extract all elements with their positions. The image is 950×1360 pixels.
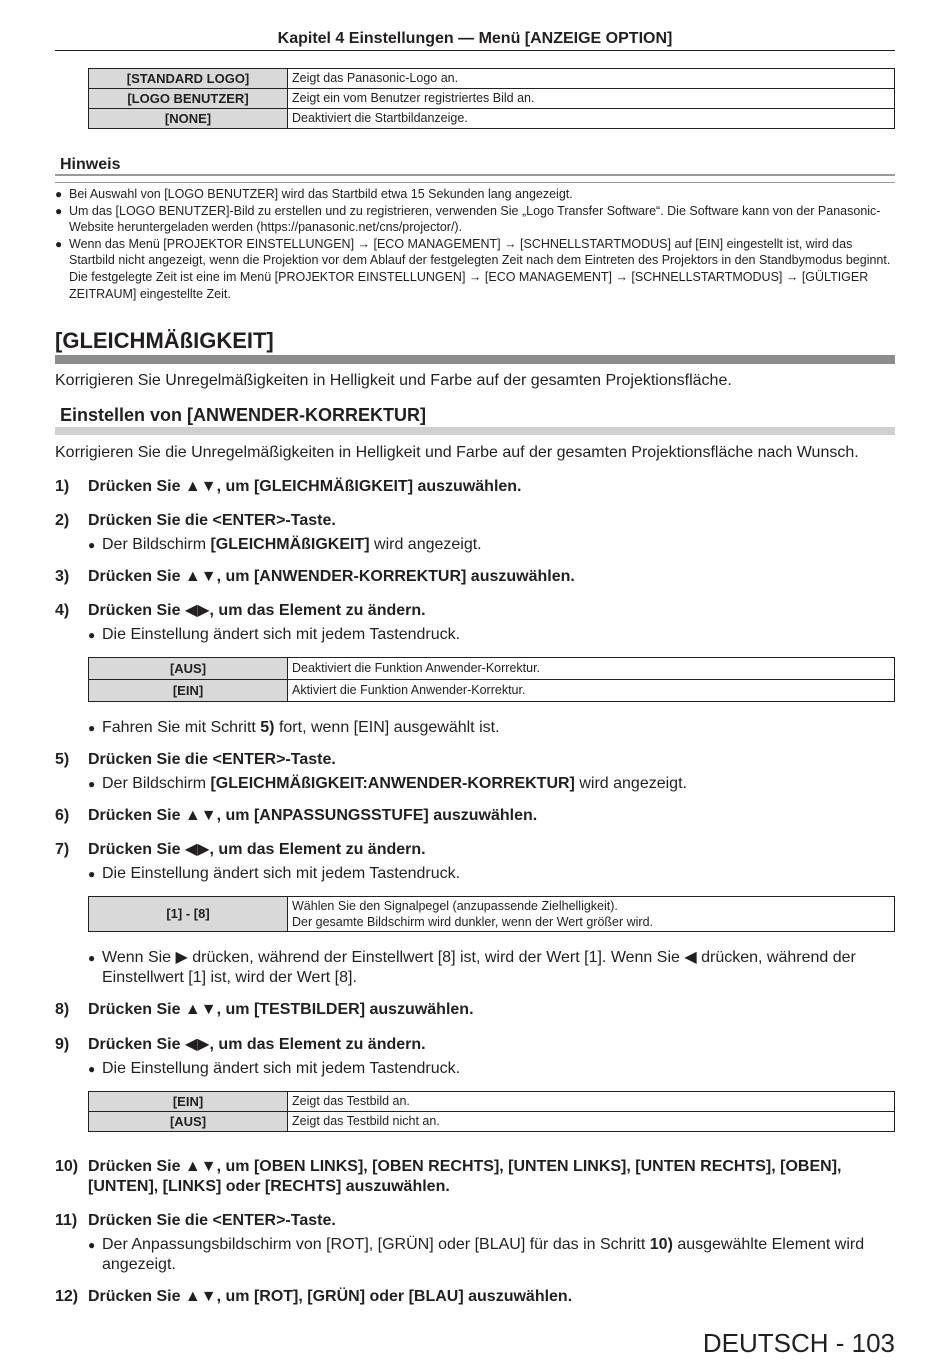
subsection-title: Einstellen von [ANWENDER-KORREKTUR] [55, 405, 430, 425]
step-text: Drücken Sie ▲▼, um [TESTBILDER] auszuwählen. [88, 1001, 474, 1018]
step-text: Drücken Sie ▲▼, um [OBEN LINKS], [OBEN RECHTS], [UNTEN LINKS], [UNTEN RECHTS], [OBEN], [UNTEN], [LINKS] oder [RECHTS] auszuwählen. [88, 1158, 842, 1195]
step-number: 10) [55, 1158, 79, 1175]
step-text: Drücken Sie ▲▼, um [ANWENDER-KORREKTUR] auszuwählen. [88, 568, 575, 585]
option-value: Aktiviert die Funktion Anwender-Korrektur. [288, 680, 895, 702]
note-bold: 10) [649, 1236, 673, 1253]
bullet-icon: ● [88, 951, 96, 965]
step-text: Drücken Sie ▲▼, um [ROT], [GRÜN] oder [BLAU] auszuwählen. [88, 1288, 573, 1305]
step-number: 11) [55, 1212, 78, 1229]
step-text: Drücken Sie ▲▼, um [GLEICHMÄßIGKEIT] auszuwählen. [88, 478, 522, 495]
section-intro: Korrigieren Sie Unregelmäßigkeiten in Helligkeit und Farbe auf der gesamten Projektionsfläche. [55, 372, 732, 389]
logo-options-table [88, 68, 895, 129]
step-number: 6) [55, 807, 70, 824]
step-number: 3) [55, 568, 70, 585]
table-row [89, 1092, 895, 1112]
option-key: [AUS] [89, 658, 288, 680]
section-title: [GLEICHMÄßIGKEIT] [55, 328, 278, 353]
note-text: Bei Auswahl von [LOGO BENUTZER] wird das Startbild etwa 15 Sekunden lang angezeigt. [69, 187, 573, 201]
section-heading [55, 327, 895, 364]
option-value: Zeigt das Panasonic-Logo an. [288, 69, 895, 89]
bullet-icon: ● [88, 777, 96, 791]
option-key: [EIN] [89, 1092, 288, 1112]
option-value: Deaktiviert die Startbildanzeige. [288, 109, 895, 129]
korrektur-table [88, 657, 895, 702]
note-text: ausgewählte Element wird angezeigt. [102, 1236, 865, 1273]
step-4-after [88, 718, 895, 738]
option-key: [NONE] [89, 109, 288, 129]
hinweis-rule [55, 174, 895, 183]
table-row [89, 1112, 895, 1132]
bullet-icon: ● [88, 628, 96, 642]
option-key: [LOGO BENUTZER] [89, 89, 288, 109]
option-value-line: Wählen Sie den Signalpegel (anzupassende Zielhelligkeit). [292, 899, 618, 913]
step-number: 12) [55, 1288, 79, 1305]
step-number: 9) [55, 1036, 70, 1053]
note-item [55, 186, 895, 203]
note-text: Die festgelegte Zeit ist eine im Menü [PROJEKTOR EINSTELLUNGEN] → [ECO MANAGEMENT] → [SCHNELLSTARTMODUS] → [GÜLTIGER ZEITRAUM] eingestellte Zeit. [69, 269, 869, 301]
step-7-note [88, 864, 895, 884]
note-text: Um das [LOGO BENUTZER]-Bild zu erstellen und zu registrieren, verwenden Sie „Logo Transfer Software“. Die Software kann von der Panasonic-Website heruntergeladen werden (https://panasonic.net/cns/projector/). [69, 203, 881, 235]
step-text: Drücken Sie ◀▶, um das Element zu ändern. [88, 1036, 426, 1053]
bullet-icon: ● [88, 538, 96, 552]
note-text: Der Bildschirm [102, 775, 211, 792]
testbild-table [88, 1091, 895, 1132]
note-text: Der Bildschirm [102, 536, 211, 553]
subsection-intro: Korrigieren Sie die Unregelmäßigkeiten in Helligkeit und Farbe auf der gesamten Projektionsfläche nach Wunsch. [55, 444, 859, 461]
chapter-header: Kapitel 4 Einstellungen — Menü [ANZEIGE OPTION] [55, 30, 895, 51]
note-bold: [GLEICHMÄßIGKEIT:ANWENDER-KORREKTUR] [210, 775, 575, 792]
step-text: Drücken Sie ▲▼, um [ANPASSUNGSSTUFE] auszuwählen. [88, 807, 538, 824]
table-row [89, 658, 895, 680]
step-11-note [88, 1235, 895, 1275]
option-key: [STANDARD LOGO] [89, 69, 288, 89]
step-number: 2) [55, 512, 70, 529]
bullet-icon: ● [88, 1062, 96, 1076]
step-9-note [88, 1059, 895, 1079]
note-text: wird angezeigt. [574, 775, 687, 792]
note-item [55, 236, 895, 269]
step-number: 1) [55, 478, 70, 495]
option-value: Deaktiviert die Funktion Anwender-Korrektur. [288, 658, 895, 680]
option-key: [1] - [8] [89, 897, 288, 932]
note-text: wird angezeigt. [369, 536, 482, 553]
note-continuation [55, 269, 895, 302]
step-text: Drücken Sie ◀▶, um das Element zu ändern. [88, 602, 426, 619]
option-value: Zeigt ein vom Benutzer registriertes Bild an. [288, 89, 895, 109]
bullet-icon: ● [88, 867, 96, 881]
hinweis-notes [55, 186, 895, 302]
step-4-note [88, 625, 895, 645]
hinweis-title: Hinweis [60, 156, 121, 173]
step-number: 4) [55, 602, 70, 619]
step-number: 7) [55, 841, 70, 858]
option-value: Zeigt das Testbild an. [288, 1092, 895, 1112]
option-value: Zeigt das Testbild nicht an. [288, 1112, 895, 1132]
bullet-icon: ● [55, 187, 63, 201]
bullet-icon: ● [88, 721, 96, 735]
subsection-heading [55, 405, 895, 435]
bullet-icon: ● [55, 203, 63, 218]
note-text: Wenn das Menü [PROJEKTOR EINSTELLUNGEN] → [ECO MANAGEMENT] → [SCHNELLSTARTMODUS] auf [EIN] eingestellt ist, wird das Startbild nicht angezeigt, wenn die Projektion vor dem Ablauf der festgelegten Zeit nach dem Eintreten des Projektors in den Standbymodus beginnt. [69, 236, 891, 268]
step-number: 5) [55, 751, 70, 768]
step-2-note [88, 535, 895, 555]
step-text: Drücken Sie ◀▶, um das Element zu ändern. [88, 841, 426, 858]
note-text: fort, wenn [EIN] ausgewählt ist. [274, 719, 500, 736]
option-value-line: Der gesamte Bildschirm wird dunkler, wenn der Wert größer wird. [292, 915, 654, 929]
note-bold: [GLEICHMÄßIGKEIT] [210, 536, 370, 553]
table-row [89, 680, 895, 702]
table-row [89, 69, 895, 89]
bullet-icon: ● [88, 1238, 96, 1252]
note-text: Wenn Sie ▶ drücken, während der Einstellwert [8] ist, wird der Wert [1]. Wenn Sie ◀ drücken, während der Einstellwert [1] ist, wird der Wert [8]. [102, 949, 856, 986]
table-row [89, 89, 895, 109]
option-key: [EIN] [89, 680, 288, 702]
step-5-note [88, 774, 895, 794]
option-value [288, 897, 895, 932]
note-bold: 5) [260, 719, 275, 736]
step-text: Drücken Sie die <ENTER>-Taste. [88, 751, 336, 768]
table-row [89, 109, 895, 129]
table-row [89, 897, 895, 932]
note-text: Die Einstellung ändert sich mit jedem Tastendruck. [102, 626, 461, 643]
step-number: 8) [55, 1001, 70, 1018]
note-item [55, 203, 895, 236]
step-text: Drücken Sie die <ENTER>-Taste. [88, 512, 336, 529]
step-7-after [88, 948, 895, 988]
stufe-table [88, 896, 895, 932]
note-text: Die Einstellung ändert sich mit jedem Tastendruck. [102, 865, 461, 882]
note-text: Der Anpassungsbildschirm von [ROT], [GRÜN] oder [BLAU] für das in Schritt [102, 1236, 650, 1253]
option-key: [AUS] [89, 1112, 288, 1132]
note-text: Die Einstellung ändert sich mit jedem Tastendruck. [102, 1060, 461, 1077]
page-number: DEUTSCH - 103 [702, 1328, 895, 1358]
step-text: Drücken Sie die <ENTER>-Taste. [88, 1212, 336, 1229]
note-text: Fahren Sie mit Schritt [102, 719, 261, 736]
bullet-icon: ● [55, 236, 63, 251]
